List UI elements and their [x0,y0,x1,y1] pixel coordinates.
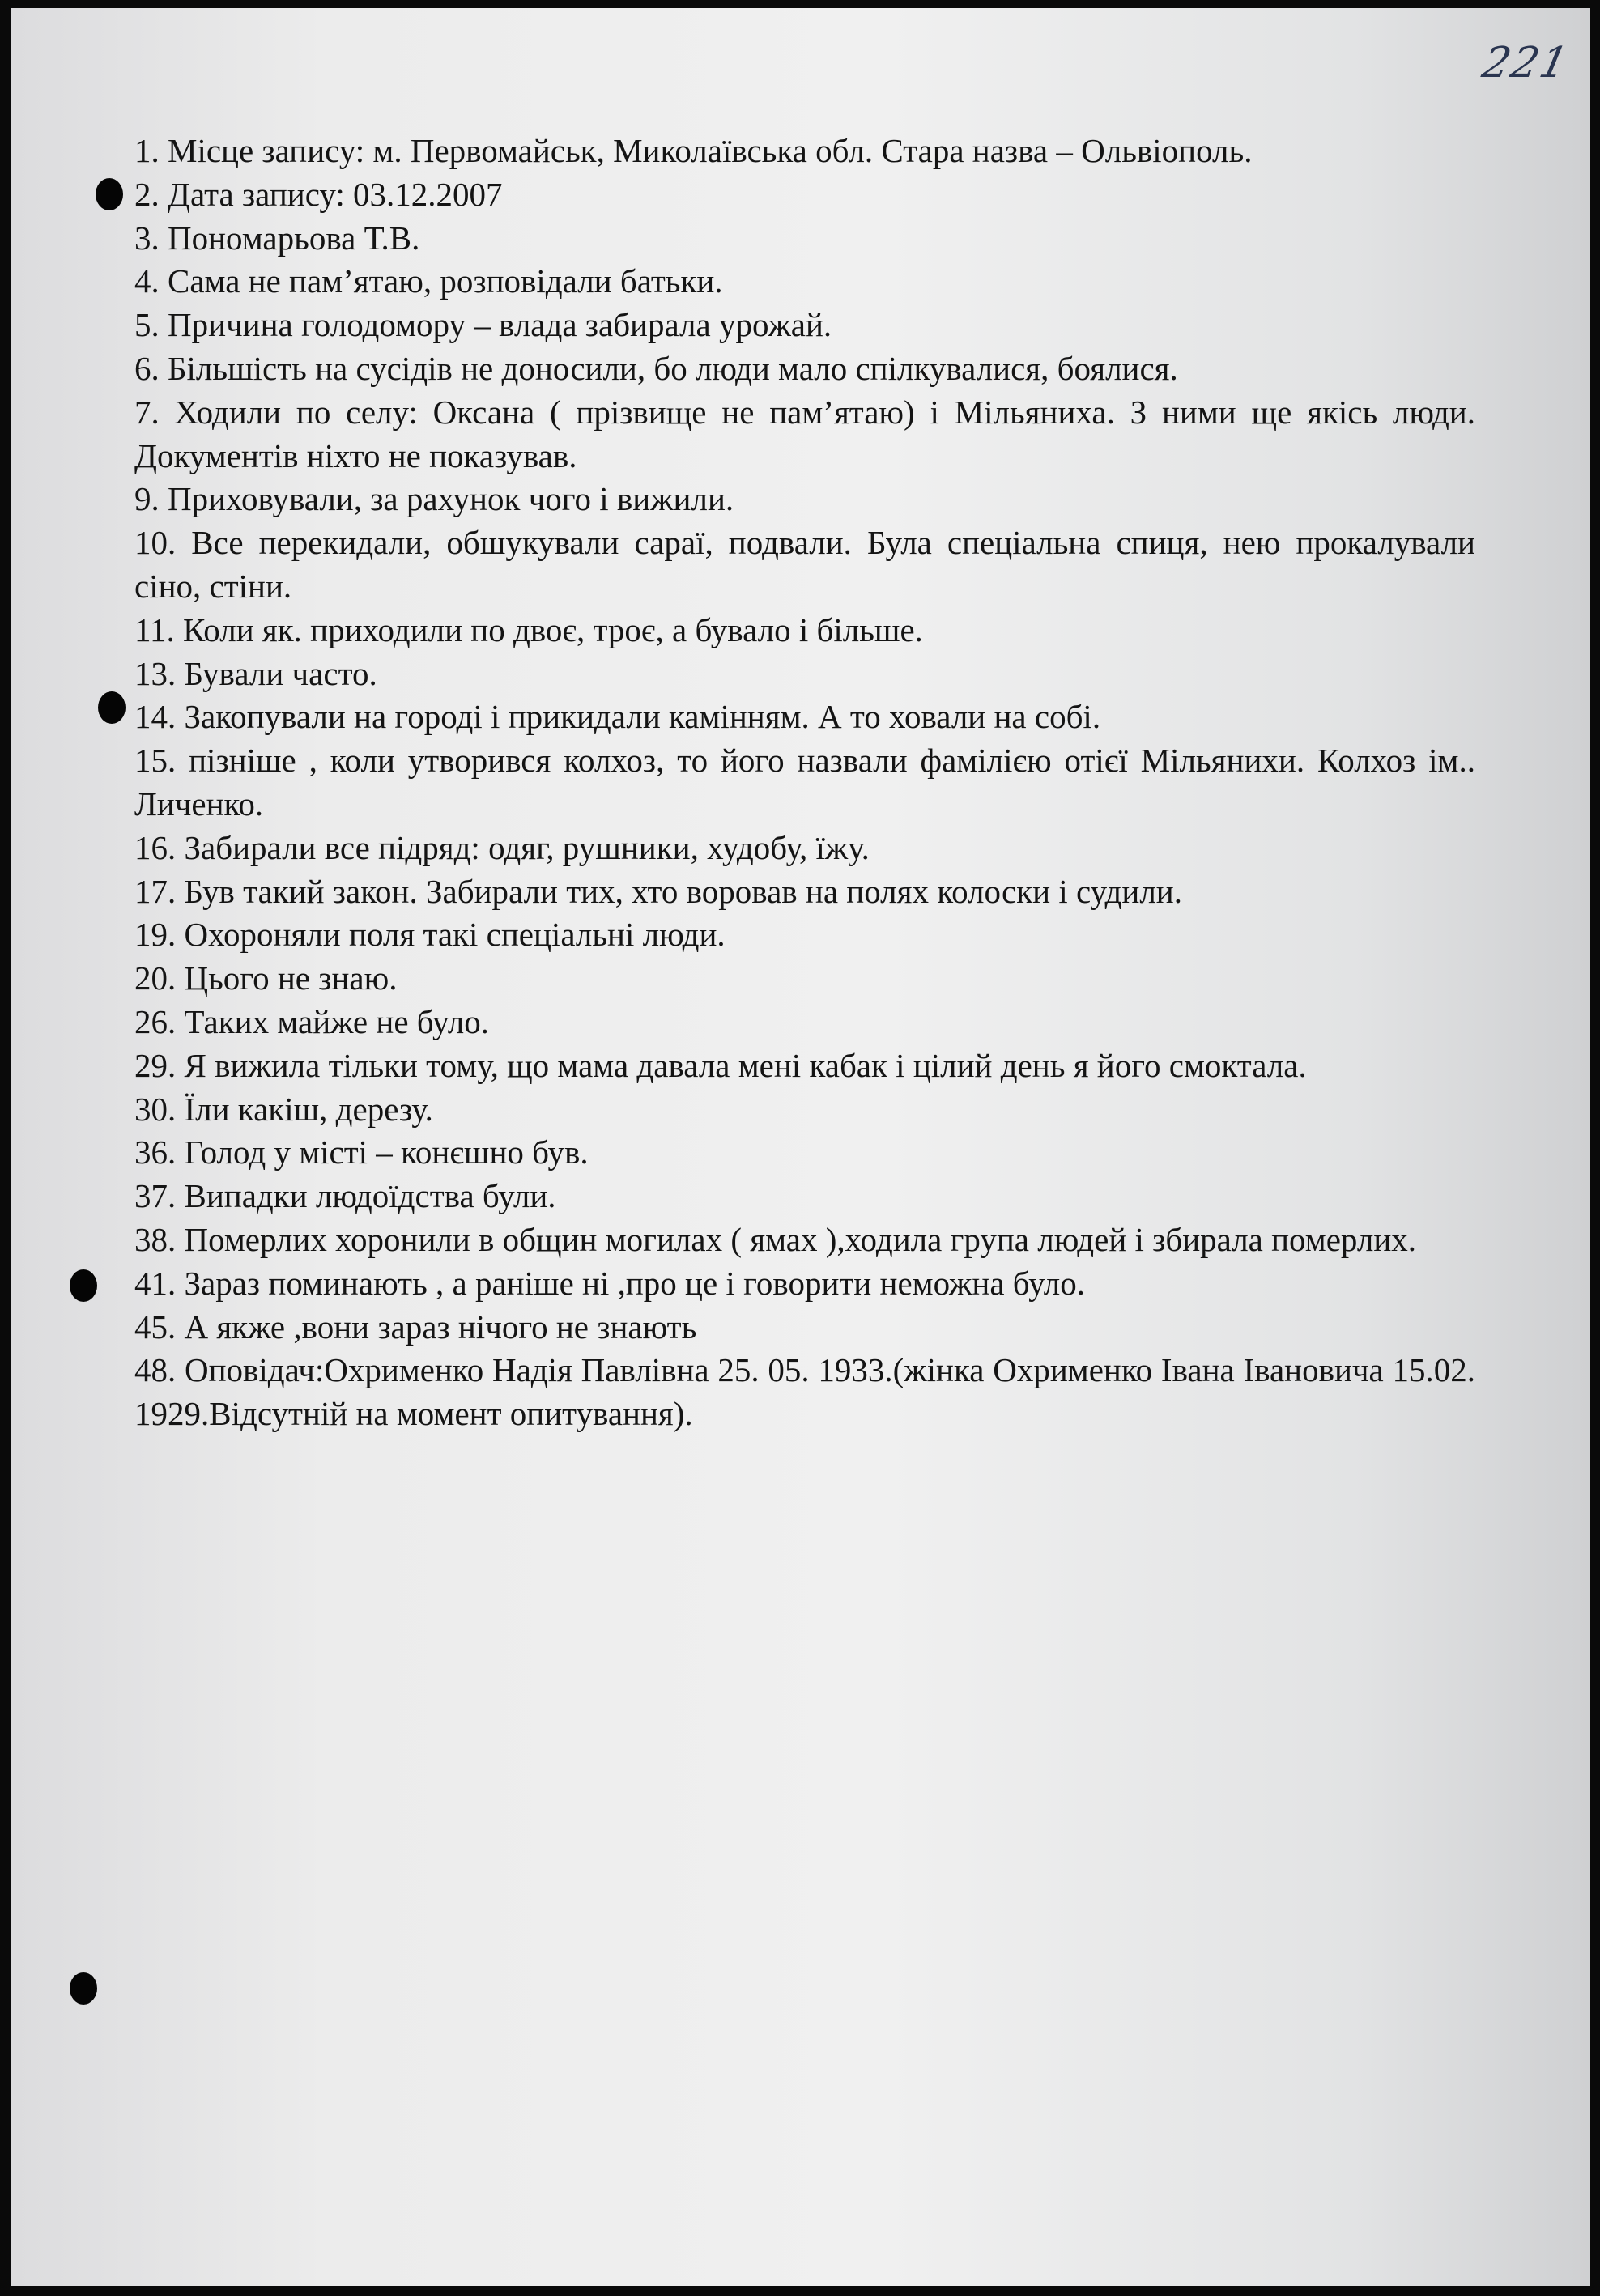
answer-item: 11. Коли як. приходили по двоє, троє, а бувало і більше. [134,610,923,648]
punch-hole-icon [70,1269,97,1302]
answer-item: 20. Цього не знаю. [134,959,398,997]
answer-item: 37. Випадки людоїдства були. [134,1177,556,1215]
answer-item: 15. пізніше , коли утворився колхоз, то його назвали фамілією отієї Мільянихи. Колхоз ім.. Личенко. [134,742,1475,823]
answer-item: 1. Місце запису: м. Первомайськ, Миколаївська обл. Стара назва – Ольвіополь. [134,132,1253,169]
answer-item: 10. Все перекидали, обшукували сараї, подвали. Була спеціальна спиця, нею прокалували сіно, стіни. [134,524,1475,605]
answer-item: 19. Охороняли поля такі спеціальні люди. [134,916,726,954]
answer-item: 2. Дата запису: 03.12.2007 [134,175,503,213]
answer-item: 48. Оповідач:Охрименко Надія Павлівна 25. 05. 1933.(жінка Охрименко Івана Івановича 15.02. 1929.Відсутній на момент опитування). [134,1351,1475,1433]
answer-item: 3. Пономарьова Т.В. [134,219,420,257]
answer-item: 5. Причина голодомору – влада забирала урожай. [134,306,832,344]
answer-item: 4. Сама не пам’ятаю, розповідали батьки. [134,262,723,300]
interview-answers [134,130,1475,1436]
answer-item: 9. Приховували, за рахунок чого і вижили. [134,480,734,518]
answer-item: 14. Закопували на городі і прикидали камінням. А то ховали на собі. [134,698,1101,736]
document-page [11,8,1590,2286]
answer-item: 45. А якже ,вони зараз нічого не знають [134,1307,697,1346]
answer-item: 6. Більшість на сусідів не доносили, бо люди мало спілкувалися, боялися. [134,349,1178,387]
answer-item: 13. Бували часто. [134,654,377,692]
answer-item: 17. Був такий закон. Забирали тих, хто воровав на полях колоски і судили. [134,872,1183,910]
answer-item: 30. Їли какіш, дерезу. [134,1090,433,1128]
punch-hole-icon [98,691,126,724]
answer-item: 41. Зараз поминають , а раніше ні ,про це і говорити неможна було. [134,1264,1085,1302]
punch-hole-icon [70,1972,97,2005]
answer-item: 38. Померлих хоронили в общин могилах ( ямах ),ходила група людей і збирала померлих. [134,1220,1417,1258]
answer-item: 16. Забирали все підряд: одяг, рушники, худобу, їжу. [134,828,870,866]
answer-item: 26. Таких майже не було. [134,1002,489,1040]
answer-item: 36. Голод у місті – конєшно був. [134,1133,589,1171]
handwritten-page-number: 221 [1478,39,1574,87]
answer-item: 29. Я вижила тільки тому, що мама давала мені кабак і цілий день я його смоктала. [134,1046,1307,1084]
answer-item: 7. Ходили по селу: Оксана ( прізвище не пам’ятаю) і Мільяниха. З ними ще якісь люди. Документів ніхто не показував. [134,393,1475,474]
punch-hole-icon [96,178,123,210]
